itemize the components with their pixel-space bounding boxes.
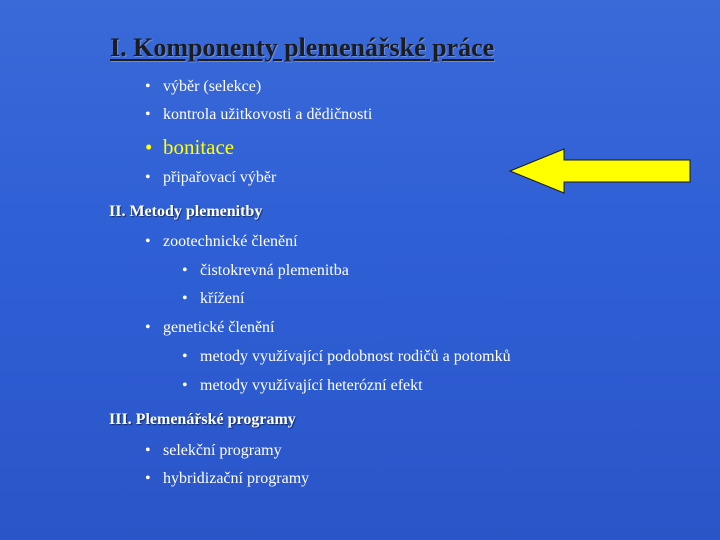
item-text: bonitace: [163, 135, 235, 159]
list-item-selection-programs: [145, 442, 282, 460]
bullet: •: [145, 233, 151, 250]
item-text: kontrola užitkovosti a dědičnosti: [163, 106, 373, 123]
sub-list-item-purebreeding: [182, 262, 349, 280]
sub-list-item-similarity-methods: [182, 348, 511, 366]
bullet: •: [145, 470, 151, 487]
bullet: •: [182, 377, 188, 394]
bullet: •: [145, 78, 151, 95]
bullet: •: [145, 442, 151, 459]
item-text: výběr (selekce): [163, 78, 262, 95]
left-arrow-icon: [508, 146, 694, 196]
bullet: •: [145, 106, 151, 123]
item-text: metody využívající heterózní efekt: [200, 377, 423, 394]
bullet: •: [182, 348, 188, 365]
slide-title: I. Komponenty plemenářské práce: [110, 33, 495, 62]
sub-list-item-heterosis-methods: [182, 377, 423, 395]
item-text: selekční programy: [163, 442, 282, 459]
sub-list-item-crossbreeding: [182, 290, 244, 308]
list-item-performance-control: [145, 106, 372, 124]
list-item-selection: [145, 78, 261, 96]
item-text: připařovací výběr: [163, 169, 277, 186]
item-text: metody využívající podobnost rodičů a potomků: [200, 348, 511, 365]
list-item-bonitace-highlight: [145, 135, 234, 160]
list-item-genetic: [145, 319, 275, 337]
bullet: •: [145, 319, 151, 336]
section-heading-breeding-methods: II. Metody plemenitby: [109, 203, 263, 220]
item-text: čistokrevná plemenitba: [200, 262, 349, 279]
list-item-hybridization-programs: [145, 470, 309, 488]
bullet: •: [182, 290, 188, 307]
item-text: hybridizační programy: [163, 470, 310, 487]
list-item-zootechnical: [145, 233, 298, 251]
item-text: genetické členění: [163, 319, 275, 336]
bullet: •: [182, 262, 188, 279]
bullet: •: [145, 135, 153, 159]
bullet: •: [145, 169, 151, 186]
list-item-mating-selection: [145, 169, 276, 187]
item-text: křížení: [200, 290, 245, 307]
item-text: zootechnické členění: [163, 233, 298, 250]
section-heading-breeding-programs: III. Plemenářské programy: [109, 411, 296, 428]
